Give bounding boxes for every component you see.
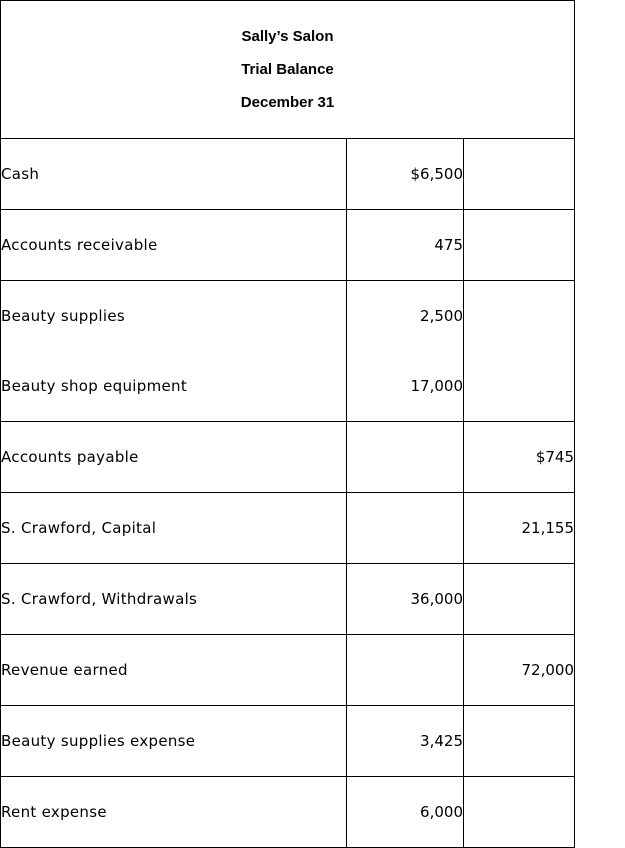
credit-amount (464, 376, 574, 396)
account-name: Accounts receivable (1, 210, 347, 281)
table-row (1, 706, 575, 777)
credit-amount-pair (464, 281, 575, 422)
account-name: S. Crawford, Capital (1, 493, 347, 564)
debit-amount: 6,000 (347, 777, 464, 848)
debit-amount-pair (347, 281, 464, 422)
debit-amount: 2,500 (420, 307, 463, 325)
debit-amount: $6,500 (347, 139, 464, 210)
credit-amount (464, 210, 575, 281)
table-row (1, 777, 575, 848)
account-name: Beauty shop equipment (1, 377, 188, 395)
table-row (1, 422, 575, 493)
table-row (1, 635, 575, 706)
debit-amount (347, 493, 464, 564)
debit-amount (347, 422, 464, 493)
credit-amount (464, 306, 574, 326)
credit-amount: $745 (464, 422, 575, 493)
account-name: Accounts payable (1, 422, 347, 493)
header-row (1, 1, 575, 139)
table-row (1, 139, 575, 210)
account-name: Revenue earned (1, 635, 347, 706)
credit-amount: 21,155 (464, 493, 575, 564)
table-row (1, 281, 575, 422)
table-row (1, 210, 575, 281)
debit-amount: 36,000 (347, 564, 464, 635)
table-row (1, 493, 575, 564)
account-name: S. Crawford, Withdrawals (1, 564, 347, 635)
table-row (1, 564, 575, 635)
credit-amount: 72,000 (464, 635, 575, 706)
credit-amount (464, 777, 575, 848)
account-name: Beauty supplies expense (1, 706, 347, 777)
report-header (1, 1, 575, 139)
report-date: December 31 (240, 94, 335, 111)
credit-amount (464, 564, 575, 635)
report-title: Trial Balance (241, 61, 334, 78)
account-name: Rent expense (1, 777, 347, 848)
credit-amount (464, 706, 575, 777)
debit-amount: 17,000 (410, 377, 463, 395)
debit-amount (347, 635, 464, 706)
account-name-pair (1, 281, 347, 422)
company-name: Sally’s Salon (241, 28, 334, 45)
account-name: Cash (1, 139, 347, 210)
credit-amount (464, 139, 575, 210)
account-name: Beauty supplies (1, 307, 125, 325)
debit-amount: 475 (347, 210, 464, 281)
debit-amount: 3,425 (347, 706, 464, 777)
